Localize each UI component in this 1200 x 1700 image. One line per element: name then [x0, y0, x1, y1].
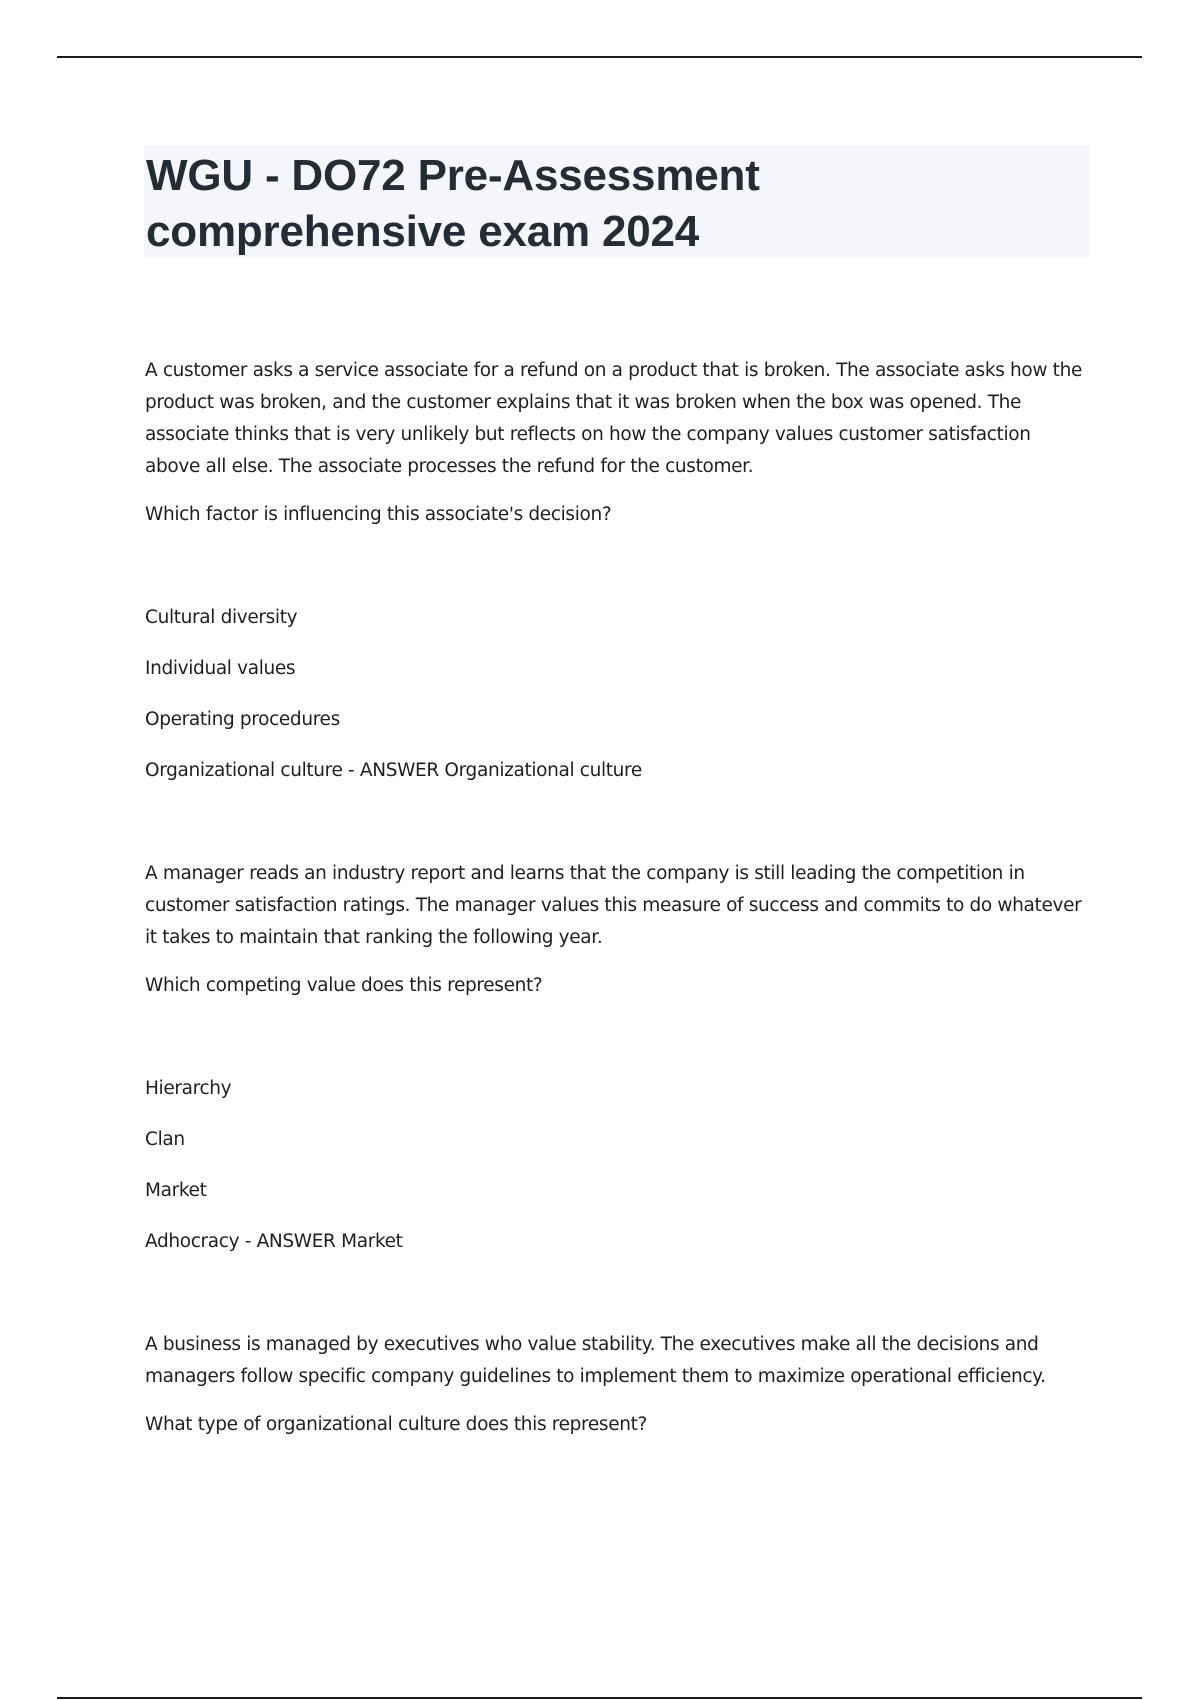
- question-2-scenario: A manager reads an industry report and learns that the company is still leading the competition in customer satisfaction ratings. The manager values this measure of success and commits to do whatever it takes to maintain that ranking the following year.: [145, 863, 1082, 948]
- question-1-option-1: Cultural diversity: [145, 607, 298, 628]
- question-2-option-4-answer: Adhocracy - ANSWER Market: [145, 1231, 403, 1252]
- question-block-2: [145, 858, 1085, 1258]
- question-1-prompt: Which factor is influencing this associate's decision?: [145, 504, 612, 525]
- question-1-option-2: Individual values: [145, 658, 296, 679]
- question-3-prompt: What type of organizational culture does this represent?: [145, 1414, 647, 1435]
- question-1-option-3: Operating procedures: [145, 709, 340, 730]
- bottom-rule: [57, 1697, 1142, 1699]
- top-rule: [57, 56, 1142, 58]
- question-3-scenario: A business is managed by executives who value stability. The executives make all the decisions and managers follow specific company guidelines to implement them to maximize operational efficiency.: [145, 1334, 1046, 1387]
- question-2-option-3: Market: [145, 1180, 207, 1201]
- question-2-prompt: Which competing value does this represent?: [145, 975, 543, 996]
- question-1-option-4-answer: Organizational culture - ANSWER Organizational culture: [145, 760, 642, 781]
- question-block-1: [145, 355, 1085, 787]
- question-1-scenario: A customer asks a service associate for a refund on a product that is broken. The associate asks how the product was broken, and the customer explains that it was broken when the box was opened. The associate thinks that is very unlikely but reflects on how the company values customer satisfaction above all else. The associate processes the refund for the customer.: [145, 360, 1082, 477]
- question-2-option-1: Hierarchy: [145, 1078, 232, 1099]
- document-body: [145, 355, 1085, 1512]
- document-title: WGU - DO72 Pre-Assessment comprehensive exam 2024: [146, 151, 760, 256]
- question-block-3: [145, 1329, 1085, 1441]
- question-2-option-2: Clan: [145, 1129, 185, 1150]
